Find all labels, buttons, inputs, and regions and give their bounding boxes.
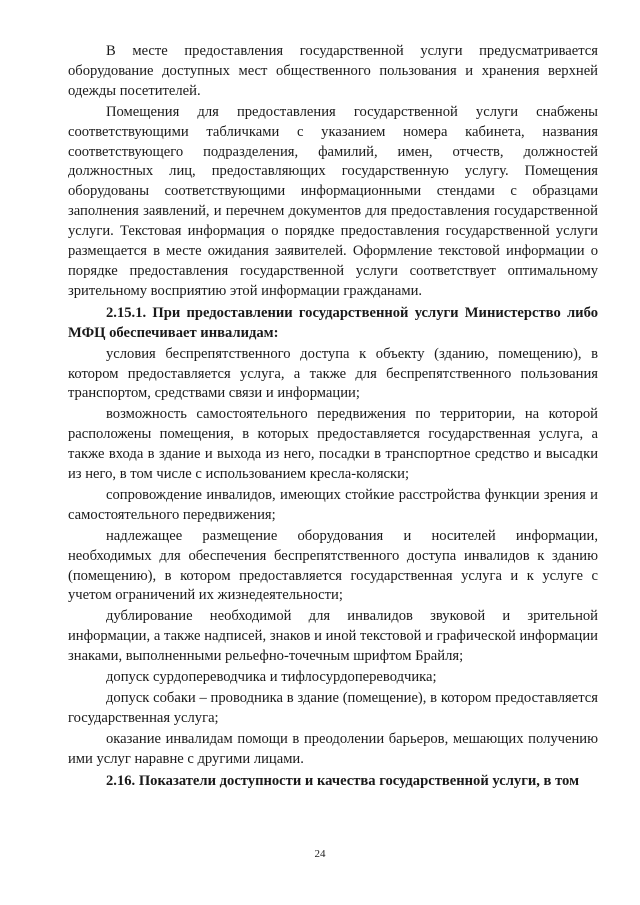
list-item-access-conditions: условия беспрепятственного доступа к объекту (зданию, помещению), в котором предоставляется услуга, а также для беспрепятственного пользования транспортом, средствами связи и информации; [68,345,598,402]
document-page [68,42,598,792]
list-item-equipment-placement: надлежащее размещение оборудования и носителей информации, необходимых для обеспечения беспрепятственного доступа инвалидов к зданию (помещению), в котором предоставляется государственная услуга и к услуге с учетом ограничений их жизнедеятельности; [68,527,598,604]
list-item-information-duplication: дублирование необходимой для инвалидов звуковой и зрительной информации, а также надписей, знаков и иной текстовой и графической информации знаками, выполненными рельефно-точечным шрифтом Брайля; [68,608,598,665]
list-item-assistance: оказание инвалидам помощи в преодолении барьеров, мешающих получению ими услуг наравне с другими лицами. [68,730,598,767]
page-number: 24 [314,848,326,860]
list-item-escort: сопровождение инвалидов, имеющих стойкие расстройства функции зрения и самостоятельного передвижения; [68,486,598,523]
list-item-sign-interpreter: допуск сурдопереводчика и тифлосурдопереводчика; [106,669,437,686]
list-item-independent-movement: возможность самостоятельного передвижения по территории, на которой расположены помещения, в которых предоставляется государственная услуга, а также входа в здание и выхода из него, посадки в транспортное средство и высадки из него, в том числе с использованием кресла-коляски; [68,406,598,483]
section-heading-2-16: 2.16. Показатели доступности и качества государственной услуги, в том [106,772,580,789]
list-item-guide-dog: допуск собаки – проводника в здание (помещение), в котором предоставляется государственная услуга; [68,690,598,726]
paragraph-public-spaces: В месте предоставления государственной услуги предусматривается оборудование доступных мест общественного пользования и хранения верхней одежды посетителей. [68,43,598,99]
section-heading-2-15-1: 2.15.1. При предоставлении государственной услуги Министерство либо МФЦ обеспечивает инвалидам: [68,304,598,341]
paragraph-premises-signage: Помещения для предоставления государственной услуги снабжены соответствующими табличками с указанием номера кабинета, названия соответствующего подразделения, фамилий, имен, отчеств, должностей должностных лиц, предоставляющих государственную услугу. Помещения оборудованы соответствующими информационными стендами с образцами заполнения заявлений, и перечнем документов для предоставления государственной услуги. Текстовая информация о порядке предоставления государственной услуги размещается в месте ожидания заявителей. Оформление текстовой информации о порядке предоставления государственной услуги соответствует оптимальному зрительному восприятию этой информации гражданами. [68,103,598,299]
